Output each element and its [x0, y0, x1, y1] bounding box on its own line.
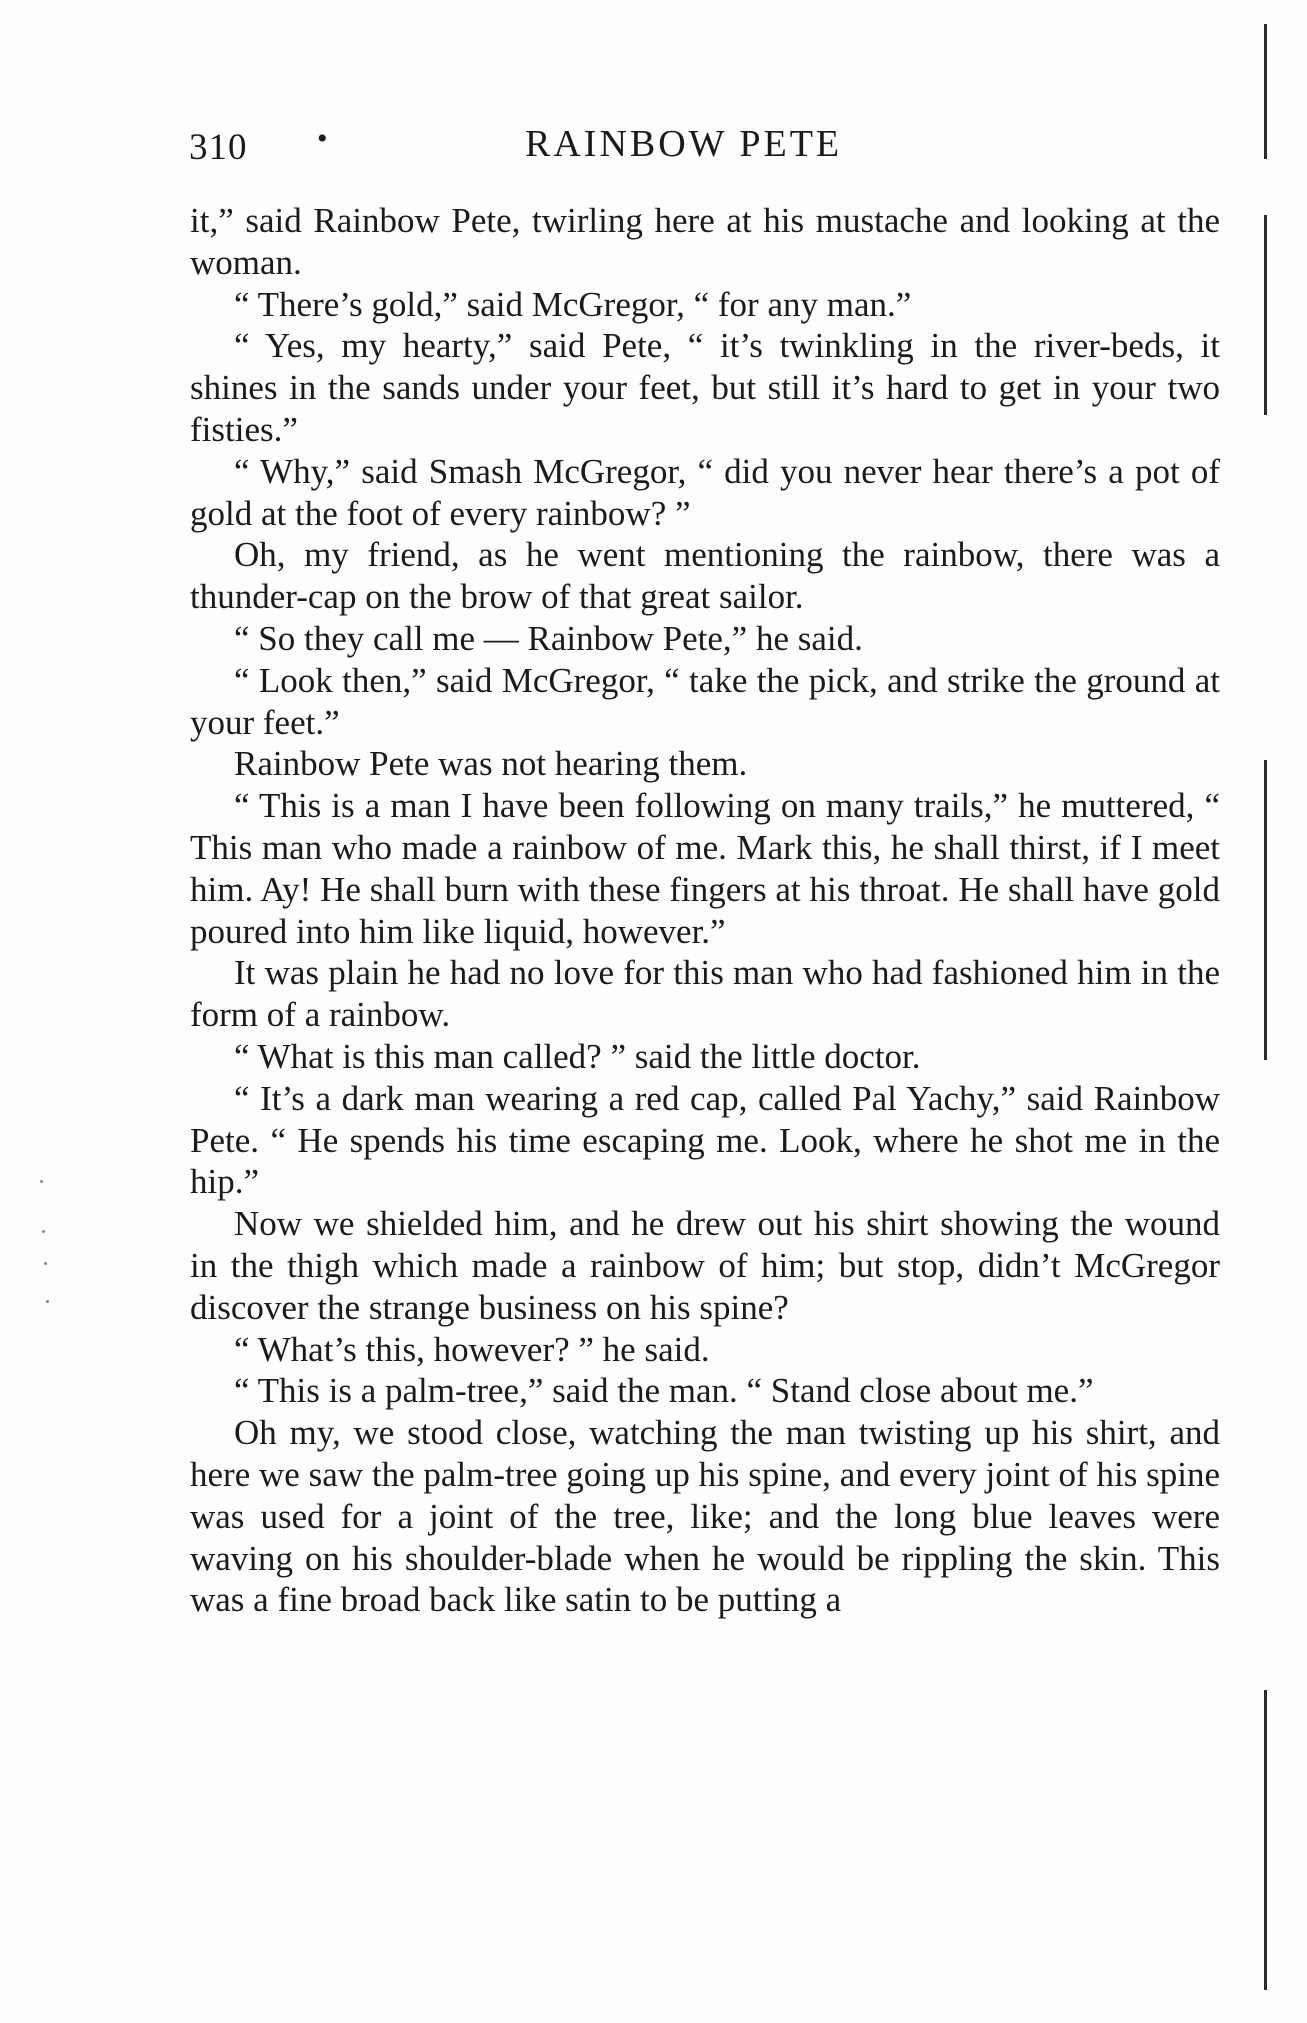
paragraph: It was plain he had no love for this man who had fashioned him in the form of a rainbow. [190, 953, 1220, 1035]
binding-edge-line [1264, 1690, 1267, 1990]
scan-speck [44, 1262, 47, 1265]
paragraph: Oh my, we stood close, watching the man twisting up his shirt, and here we saw the palm-tree going up his spine, and every joint of his spine was used for a joint of the tree, like; and the long blue leaves were waving on his shoulder-blade when he would be rippling the skin. This was a fine broad back like satin to be putting a [190, 1413, 1220, 1620]
running-head [189, 122, 1209, 172]
paragraph: “ So they call me — Rainbow Pete,” he said. [234, 618, 863, 658]
head-bullet: • [317, 122, 328, 155]
scan-speck [46, 1300, 49, 1303]
paragraph: “ Look then,” said McGregor, “ take the pick, and strike the ground at your feet.” [190, 660, 1220, 742]
binding-edge-line [1264, 215, 1267, 415]
page-number: 310 [189, 127, 248, 168]
paragraph: “ This is a palm-tree,” said the man. “ Stand close about me.” [234, 1371, 1094, 1411]
paragraph: Rainbow Pete was not hearing them. [234, 744, 748, 784]
body-text [190, 200, 1220, 1621]
scan-speck [42, 1230, 45, 1233]
scan-speck [40, 1180, 43, 1183]
binding-edge-line [1264, 760, 1267, 1060]
running-title: RAINBOW PETE [525, 123, 843, 165]
paragraph: “ It’s a dark man wearing a red cap, called Pal Yachy,” said Rainbow Pete. “ He spends his time escaping me. Look, where he shot me in the hip.” [190, 1078, 1220, 1202]
paragraph: “ This is a man I have been following on many trails,” he muttered, “ This man who made a rainbow of me. Mark this, he shall thirst, if I meet him. Ay! He shall burn with these fingers at his throat. He shall have gold poured into him like liquid, however.” [190, 786, 1220, 951]
paragraph: “ What’s this, however? ” he said. [234, 1329, 710, 1369]
paragraph: it,” said Rainbow Pete, twirling here at his mustache and looking at the woman. [190, 201, 1220, 282]
paragraph: “ Why,” said Smash McGregor, “ did you never hear there’s a pot of gold at the foot of every rainbow? ” [190, 451, 1220, 533]
paragraph: “ What is this man called? ” said the little doctor. [234, 1036, 921, 1076]
paragraph: “ There’s gold,” said McGregor, “ for any man.” [234, 284, 912, 324]
paragraph: “ Yes, my hearty,” said Pete, “ it’s twinkling in the river-beds, it shines in the sands under your feet, but still it’s hard to get in your two fisties.” [190, 326, 1220, 449]
paragraph: Now we shielded him, and he drew out his shirt showing the wound in the thigh which made a rainbow of him; but stop, didn’t McGregor discover the strange business on his spine? [190, 1204, 1220, 1327]
paragraph: Oh, my friend, as he went mentioning the rainbow, there was a thunder-cap on the brow of that great sailor. [190, 535, 1220, 617]
binding-edge-line [1264, 24, 1267, 159]
